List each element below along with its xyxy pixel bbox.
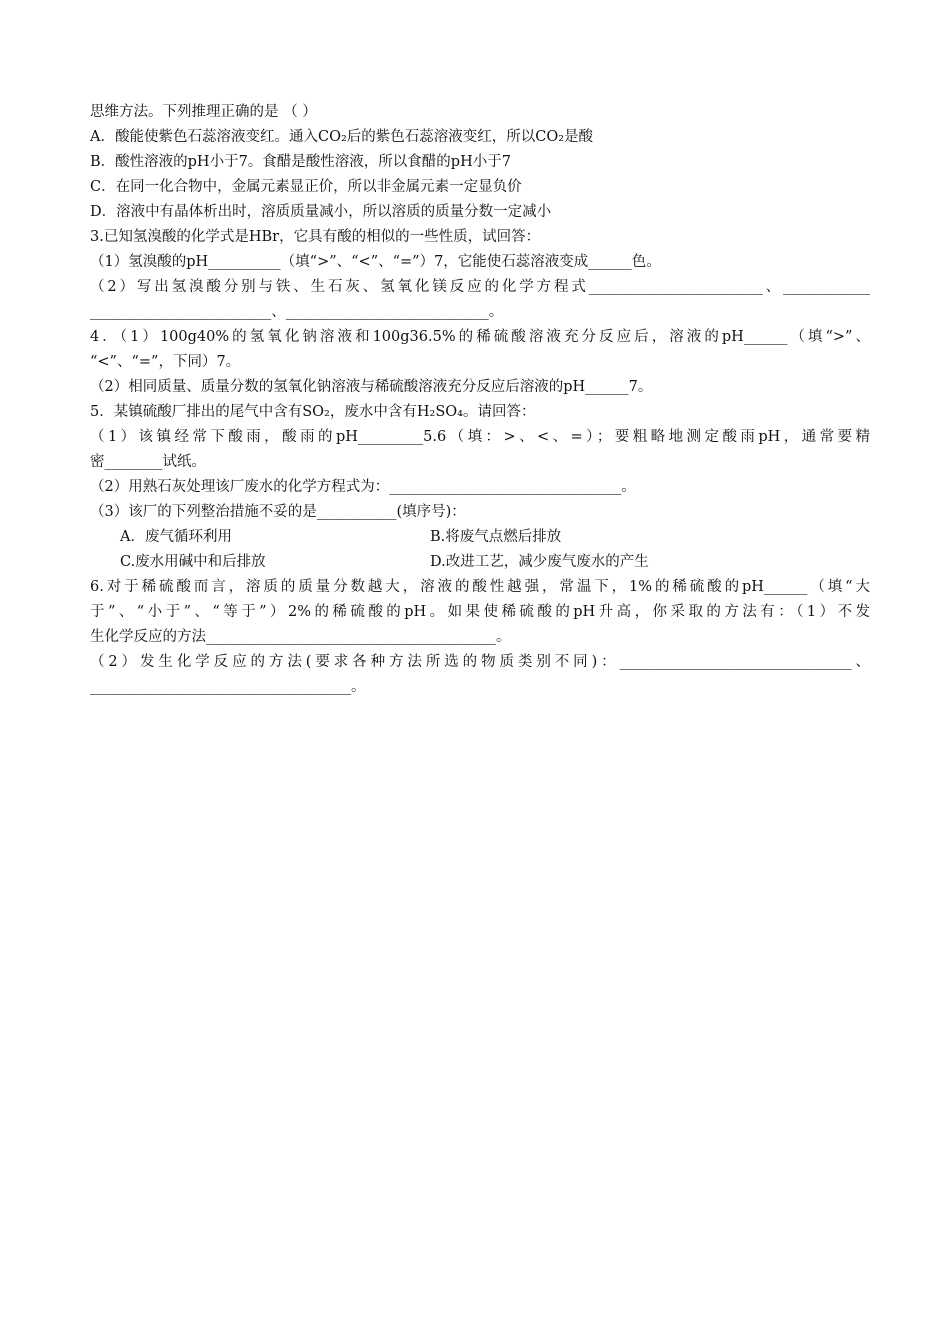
q5-option-a: A．废气循环利用 <box>120 529 232 545</box>
q6-part2: （2）发生化学反应的方法(要求各种方法所选的物质类别不同)：________________________________、 <box>90 654 870 670</box>
q2-option-c: C．在同一化合物中，金属元素显正价，所以非金属元素一定显负价 <box>90 179 522 195</box>
q3-part2: （2）写出氢溴酸分别与铁、生石灰、氢氧化镁反应的化学方程式________________________、____________ <box>90 279 870 295</box>
q5-part1: （1）该镇经常下酸雨，酸雨的pH_________5.6（填：>、<、=）；要粗略地测定酸雨pH，通常要精 <box>90 429 870 445</box>
q6-stem-cont: 于”、“小于”、“等于”）2%的稀硫酸的pH。如果使稀硫酸的pH升高，你采取的方法有：（1）不发 <box>90 604 870 620</box>
q6-stem: 6.对于稀硫酸而言，溶质的质量分数越大，溶液的酸性越强，常温下，1%的稀硫酸的pH______（填“大 <box>90 579 870 595</box>
q5-option-c: C.废水用碱中和后排放 <box>120 554 266 570</box>
q5-options-row-2 <box>120 552 900 572</box>
q6-part2-cont: ____________________________________。 <box>90 679 366 695</box>
q5-option-b: B.将废气点燃后排放 <box>430 529 562 545</box>
q3-stem: 3.已知氢溴酸的化学式是HBr，它具有酸的相似的一些性质，试回答： <box>90 229 541 245</box>
q5-stem: 5．某镇硫酸厂排出的尾气中含有SO₂，废水中含有H₂SO₄。请回答： <box>90 404 536 420</box>
q4-part2: （2）相同质量、质量分数的氢氧化钠溶液与稀硫酸溶液充分反应后溶液的pH______7。 <box>90 379 653 395</box>
q2-option-a: A．酸能使紫色石蕊溶液变红。通入CO₂后的紫色石蕊溶液变红，所以CO₂是酸 <box>90 129 594 145</box>
q5-part1-cont: 密________试纸。 <box>90 454 206 470</box>
q3-part2-cont: _________________________、____________________________。 <box>90 304 504 320</box>
q4-part1: 4．（1）100g40%的氢氧化钠溶液和100g36.5%的稀硫酸溶液充分反应后，溶液的pH______（填“>”、 <box>90 329 870 345</box>
q2-option-b: B．酸性溶液的pH小于7。食醋是酸性溶液，所以食醋的pH小于7 <box>90 154 511 170</box>
q5-options-row-1 <box>120 527 900 547</box>
q2-option-d: D．溶液中有晶体析出时，溶质质量减小，所以溶质的质量分数一定减小 <box>90 204 552 220</box>
q3-part1: （1）氢溴酸的pH__________（填“>”、“<”、“=”）7，它能使石蕊溶液变成______色。 <box>90 254 661 270</box>
q4-part1-cont: “<”、“=”，下同）7。 <box>90 354 241 370</box>
q5-part3: （3）该厂的下列整治措施不妥的是___________(填序号)： <box>90 504 466 520</box>
q5-part2: （2）用熟石灰处理该厂废水的化学方程式为：________________________________。 <box>90 479 636 495</box>
q5-option-d: D.改进工艺，减少废气废水的产生 <box>430 554 649 570</box>
q2-stem-line: 思维方法。下列推理正确的是 （ ） <box>90 104 317 120</box>
q6-part1: 生化学反应的方法________________________________________。 <box>90 629 511 645</box>
